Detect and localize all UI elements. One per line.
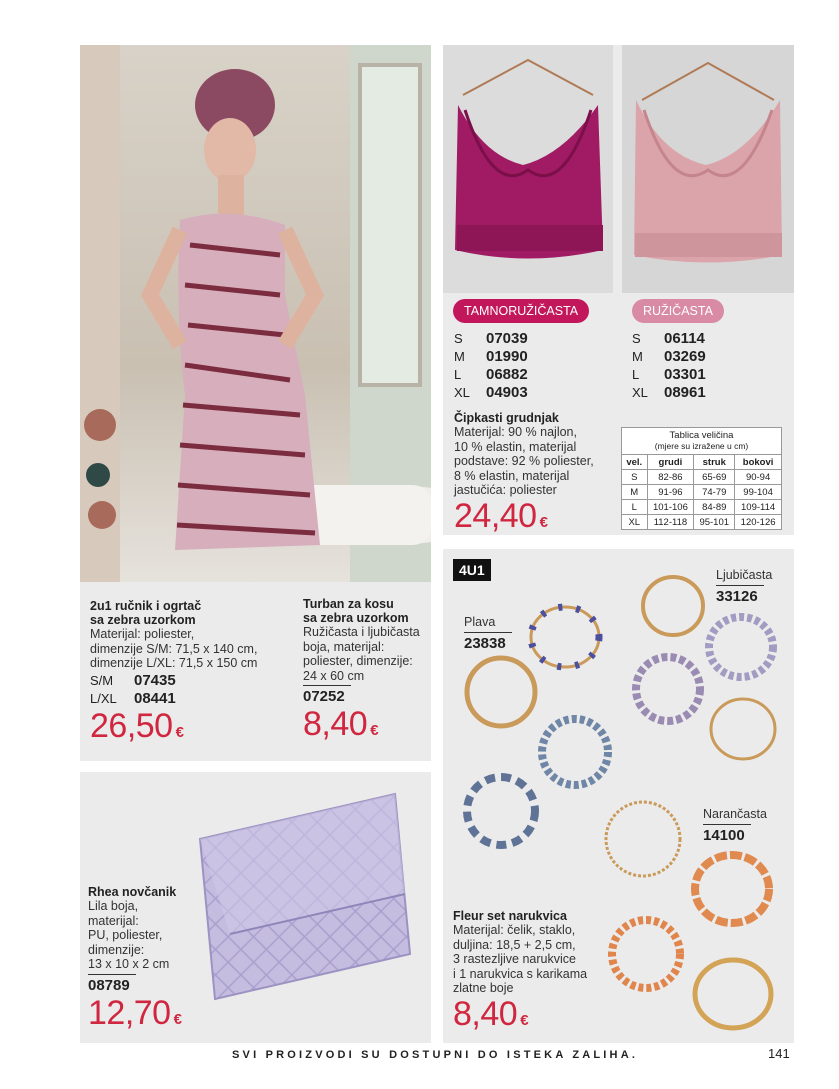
price-value: 8,40 (453, 994, 518, 1033)
size-chart-title-line2: (mjere su izražene u cm) (654, 441, 749, 451)
divider (303, 685, 351, 686)
size-row (454, 366, 528, 384)
size-chart-row (622, 515, 782, 530)
towel-info (90, 599, 280, 751)
size-chart-cell: 120-126 (735, 515, 782, 530)
availability-note: SVI PROIZVODI SU DOSTUPNI DO ISTEKA ZALIHA. (232, 1049, 639, 1061)
wallet-info (88, 885, 198, 1038)
bra-pink-photo[interactable] (622, 45, 794, 293)
wallet-desc-line: dimenzije: (88, 942, 145, 957)
towel-name-line1: 2u1 ručnik i ogrtač (90, 599, 202, 613)
currency: € (370, 722, 379, 739)
turban-price (303, 706, 428, 749)
size-chart-cell: 91-96 (647, 485, 694, 500)
product-code: 06882 (486, 366, 528, 383)
color-pill-pink[interactable]: RUŽIČASTA (632, 299, 724, 323)
towel-turban-panel (80, 45, 431, 761)
size-label: S (454, 331, 463, 346)
size-chart-cell: 74-79 (694, 485, 735, 500)
price-value: 26,50 (90, 706, 173, 745)
turban-code: 07252 (303, 688, 345, 705)
bra-codes-pink (632, 330, 706, 402)
price-value: 24,40 (454, 496, 537, 535)
size-row (632, 348, 706, 366)
bracelets-desc-line: Materijal: čelik, staklo, (453, 923, 576, 937)
wallet-desc-line: materijal: (88, 913, 139, 928)
turban-desc-line: poliester, dimenzije: (303, 654, 413, 668)
divider (716, 585, 764, 586)
turban-info (303, 597, 428, 749)
size-chart-header: struk (694, 455, 735, 470)
variant-blue (464, 615, 512, 653)
turban-desc-line: 24 x 60 cm (303, 668, 365, 683)
size-row (454, 348, 528, 366)
turban-desc-line: Ružičasta i ljubičasta (303, 625, 420, 639)
size-row (454, 384, 528, 402)
product-code: 08961 (664, 384, 706, 401)
divider (703, 824, 751, 825)
size-chart-cell: 112-118 (647, 515, 694, 530)
size-chart-table (621, 427, 782, 530)
variant-purple (716, 568, 772, 606)
bra-desc-line: Materijal: 90 % najlon, (454, 425, 577, 439)
wallet-photo[interactable] (190, 784, 415, 1009)
page-number: 141 (768, 1046, 790, 1061)
bracelets-panel (443, 549, 794, 1043)
currency: € (520, 1011, 529, 1029)
size-label: L (632, 367, 640, 382)
size-chart-cell: 84-89 (694, 500, 735, 515)
size-label: S (632, 331, 641, 346)
price-value: 12,70 (88, 993, 171, 1032)
variant-color: Narančasta (703, 807, 767, 821)
variant-code: 14100 (703, 826, 745, 844)
wallet-desc-line: 13 x 10 x 2 cm (88, 957, 170, 971)
product-code: 06114 (664, 330, 705, 347)
size-chart-header: vel. (622, 455, 648, 470)
divider (88, 974, 136, 975)
currency: € (175, 723, 184, 741)
size-chart-cell: S (622, 470, 648, 485)
size-label: XL (632, 385, 648, 400)
size-chart-cell: 90-94 (735, 470, 782, 485)
bra-desc-line: jastučića: poliester (454, 483, 557, 497)
size-chart-title-line1: Tablica veličina (669, 430, 734, 441)
bra-info (454, 411, 619, 541)
price-value: 8,40 (303, 705, 368, 743)
towel-size-row (90, 690, 280, 708)
size-chart-header: bokovi (735, 455, 782, 470)
size-chart-cell: XL (622, 515, 648, 530)
turban-desc-line: boja, materijal: (303, 639, 385, 654)
currency: € (539, 513, 548, 531)
bra-price (454, 498, 619, 541)
product-code: 04903 (486, 384, 528, 401)
size-chart-row (622, 485, 782, 500)
size-chart-cell: 95-101 (694, 515, 735, 530)
bra-dark-pink-photo[interactable] (443, 45, 613, 293)
size-row (632, 330, 706, 348)
bra-panel (443, 45, 794, 535)
product-code: 07435 (134, 671, 176, 689)
product-code: 07039 (486, 330, 528, 347)
size-chart-cell: 109-114 (735, 500, 782, 515)
variant-color: Ljubičasta (716, 568, 773, 582)
size-label: L (454, 367, 462, 382)
product-code: 08441 (134, 689, 176, 707)
wallet-panel (80, 772, 431, 1043)
size-chart-title (622, 428, 782, 455)
bra-name: Čipkasti grudnjak (454, 411, 559, 425)
product-code: 03301 (664, 366, 706, 383)
size-chart-row (622, 470, 782, 485)
towel-desc-line: dimenzije S/M: 71,5 x 140 cm, (90, 641, 258, 656)
variant-code: 33126 (716, 587, 758, 605)
variant-orange (703, 807, 767, 845)
towel-desc-line: Materijal: poliester, (90, 627, 195, 641)
size-label: L/XL (90, 690, 117, 706)
towel-price (90, 708, 280, 751)
towel-size-row (90, 672, 280, 690)
badge-4in1: 4U1 (453, 559, 491, 581)
bracelets-name: Fleur set narukvica (453, 909, 567, 923)
product-code: 01990 (486, 348, 528, 365)
divider (464, 632, 512, 633)
bra-desc-line: podstave: 92 % poliester, (454, 454, 594, 468)
size-row (632, 384, 706, 402)
bra-codes-dark-pink (454, 330, 528, 402)
bra-desc-line: 8 % elastin, materijal (454, 468, 570, 483)
currency: € (173, 1010, 182, 1028)
size-chart-cell: 82-86 (647, 470, 694, 485)
towel-model-photo[interactable] (80, 45, 431, 582)
bracelets-desc-line: i 1 narukvica s karikama (453, 966, 588, 981)
bra-desc-line: 10 % elastin, materijal (454, 439, 577, 454)
size-label: M (632, 349, 643, 364)
size-chart-header: grudi (647, 455, 694, 470)
size-label: M (454, 349, 465, 364)
size-label: XL (454, 385, 470, 400)
towel-name-line2: sa zebra uzorkom (90, 613, 196, 627)
bracelets-info (453, 909, 613, 1039)
bracelets-desc-line: zlatne boje (453, 981, 514, 995)
product-code: 03269 (664, 348, 706, 365)
size-row (632, 366, 706, 384)
bracelets-price (453, 996, 613, 1039)
size-chart-cell: 65-69 (694, 470, 735, 485)
size-row (454, 330, 528, 348)
size-chart-cell: 99-104 (735, 485, 782, 500)
turban-name-line1: Turban za kosu (303, 597, 394, 611)
color-pill-dark-pink[interactable]: TAMNORUŽIČASTA (453, 299, 589, 323)
wallet-code: 08789 (88, 976, 130, 994)
variant-color: Plava (464, 615, 496, 629)
size-chart-cell: 101-106 (647, 500, 694, 515)
wallet-desc-line: Lila boja, (88, 899, 139, 913)
wallet-desc-line: PU, poliester, (88, 928, 163, 942)
variant-code: 23838 (464, 634, 506, 652)
size-chart-cell: L (622, 500, 648, 515)
towel-desc-line: dimenzije L/XL: 71,5 x 150 cm (90, 656, 258, 670)
bracelets-desc-line: 3 rastezljive narukvice (453, 952, 576, 966)
bracelets-desc-line: duljina: 18,5 + 2,5 cm, (453, 937, 576, 952)
size-chart-row (622, 500, 782, 515)
wallet-price (88, 995, 198, 1038)
size-chart-cell: M (622, 485, 648, 500)
size-label: S/M (90, 672, 114, 688)
wallet-name: Rhea novčanik (88, 885, 177, 899)
turban-name-line2: sa zebra uzorkom (303, 611, 409, 625)
